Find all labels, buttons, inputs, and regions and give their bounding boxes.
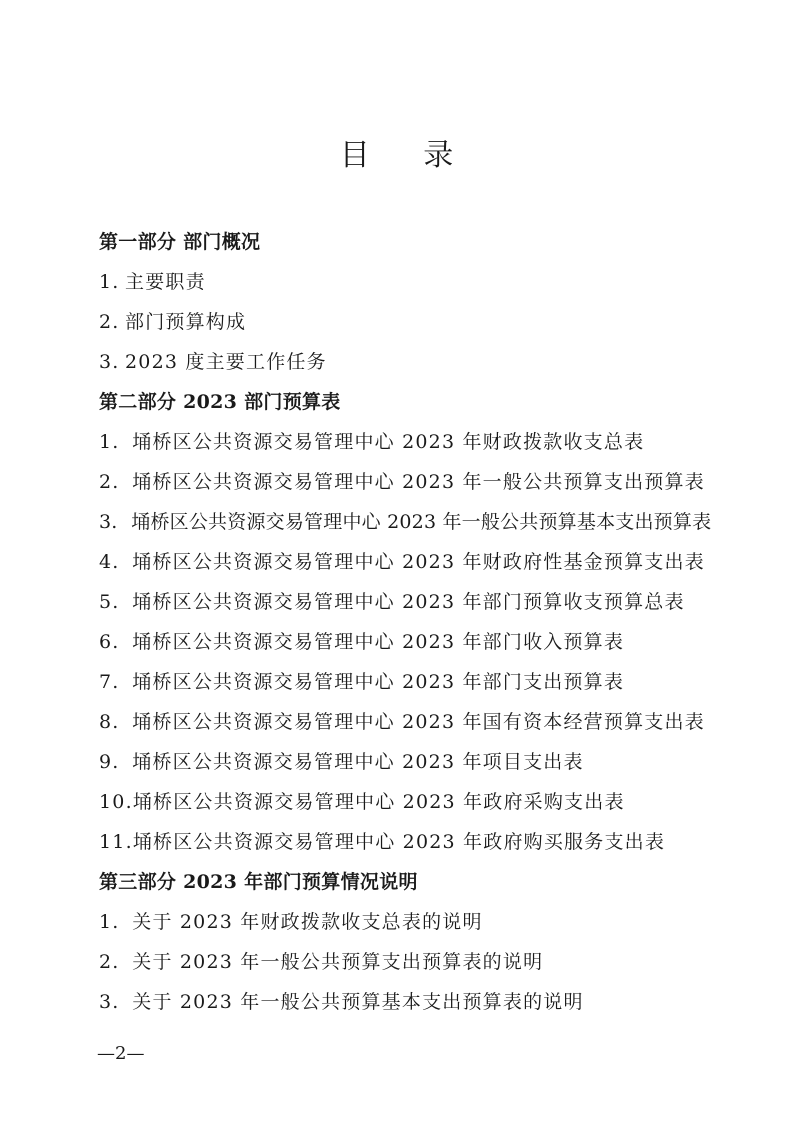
toc-item-number: 1. — [99, 271, 120, 293]
toc-item — [99, 542, 719, 582]
toc-item-text: 埇桥区公共资源交易管理中心 2023 年政府购买服务支出表 — [132, 831, 666, 853]
section-heading-2: 第二部分 2023 部门预算表 — [99, 391, 341, 413]
toc-item-number: 2. — [99, 471, 120, 493]
toc-item-number: 11. — [99, 831, 133, 853]
page-title: 目 录 — [339, 138, 476, 173]
toc-item — [99, 902, 719, 942]
toc-item-text: 埇桥区公共资源交易管理中心 2023 年部门预算收支预算总表 — [132, 591, 685, 613]
toc-item-text: 埇桥区公共资源交易管理中心 2023 年财政拨款收支总表 — [132, 431, 645, 453]
section-heading-1: 第一部分 部门概况 — [99, 231, 261, 253]
toc-item-number: 3. — [99, 991, 120, 1013]
toc-item-text: 部门预算构成 — [125, 311, 247, 333]
toc-item — [99, 302, 719, 342]
toc-item-number: 9. — [99, 751, 120, 773]
table-of-contents — [99, 222, 719, 1022]
toc-item-text: 关于 2023 年一般公共预算支出预算表的说明 — [132, 951, 544, 973]
toc-item — [99, 262, 719, 302]
toc-item — [99, 782, 719, 822]
toc-item-number: 1. — [99, 911, 120, 933]
toc-item-text: 埇桥区公共资源交易管理中心 2023 年政府采购支出表 — [132, 791, 625, 813]
toc-item-number: 2. — [99, 311, 120, 333]
toc-item-text: 埇桥区公共资源交易管理中心 2023 年一般公共预算基本支出预算表 — [131, 511, 712, 533]
toc-item — [99, 822, 719, 862]
toc-item-number: 8. — [99, 711, 120, 733]
toc-item — [99, 982, 719, 1022]
toc-item-number: 4. — [99, 551, 120, 573]
toc-item — [99, 702, 719, 742]
toc-item-text: 埇桥区公共资源交易管理中心 2023 年国有资本经营预算支出表 — [132, 711, 705, 733]
toc-item — [99, 502, 719, 542]
toc-item-number: 10. — [99, 791, 133, 813]
toc-item-number: 5. — [99, 591, 120, 613]
toc-item-text: 关于 2023 年一般公共预算基本支出预算表的说明 — [132, 991, 584, 1013]
toc-item-text: 关于 2023 年财政拨款收支总表的说明 — [132, 911, 483, 933]
toc-item — [99, 422, 719, 462]
toc-item-text: 埇桥区公共资源交易管理中心 2023 年部门支出预算表 — [132, 671, 625, 693]
toc-item — [99, 582, 719, 622]
toc-item-number: 7. — [99, 671, 120, 693]
toc-item-text: 埇桥区公共资源交易管理中心 2023 年财政府性基金预算支出表 — [132, 551, 705, 573]
toc-item — [99, 622, 719, 662]
toc-item-text: 主要职责 — [125, 271, 206, 293]
toc-item — [99, 662, 719, 702]
toc-item — [99, 342, 719, 382]
toc-item-text: 埇桥区公共资源交易管理中心 2023 年部门收入预算表 — [132, 631, 625, 653]
toc-item-text: 埇桥区公共资源交易管理中心 2023 年项目支出表 — [132, 751, 584, 773]
toc-item — [99, 462, 719, 502]
toc-item-text: 埇桥区公共资源交易管理中心 2023 年一般公共预算支出预算表 — [132, 471, 705, 493]
toc-item-number: 3. — [99, 351, 120, 373]
toc-item-number: 3. — [99, 511, 118, 533]
toc-item-text: 2023 度主要工作任务 — [125, 351, 327, 373]
toc-item — [99, 742, 719, 782]
toc-item-number: 2. — [99, 951, 120, 973]
toc-item-number: 1. — [99, 431, 120, 453]
section-heading-3: 第三部分 2023 年部门预算情况说明 — [99, 871, 418, 893]
toc-item — [99, 942, 719, 982]
toc-item-number: 6. — [99, 631, 120, 653]
page-number: —2— — [97, 1043, 145, 1064]
